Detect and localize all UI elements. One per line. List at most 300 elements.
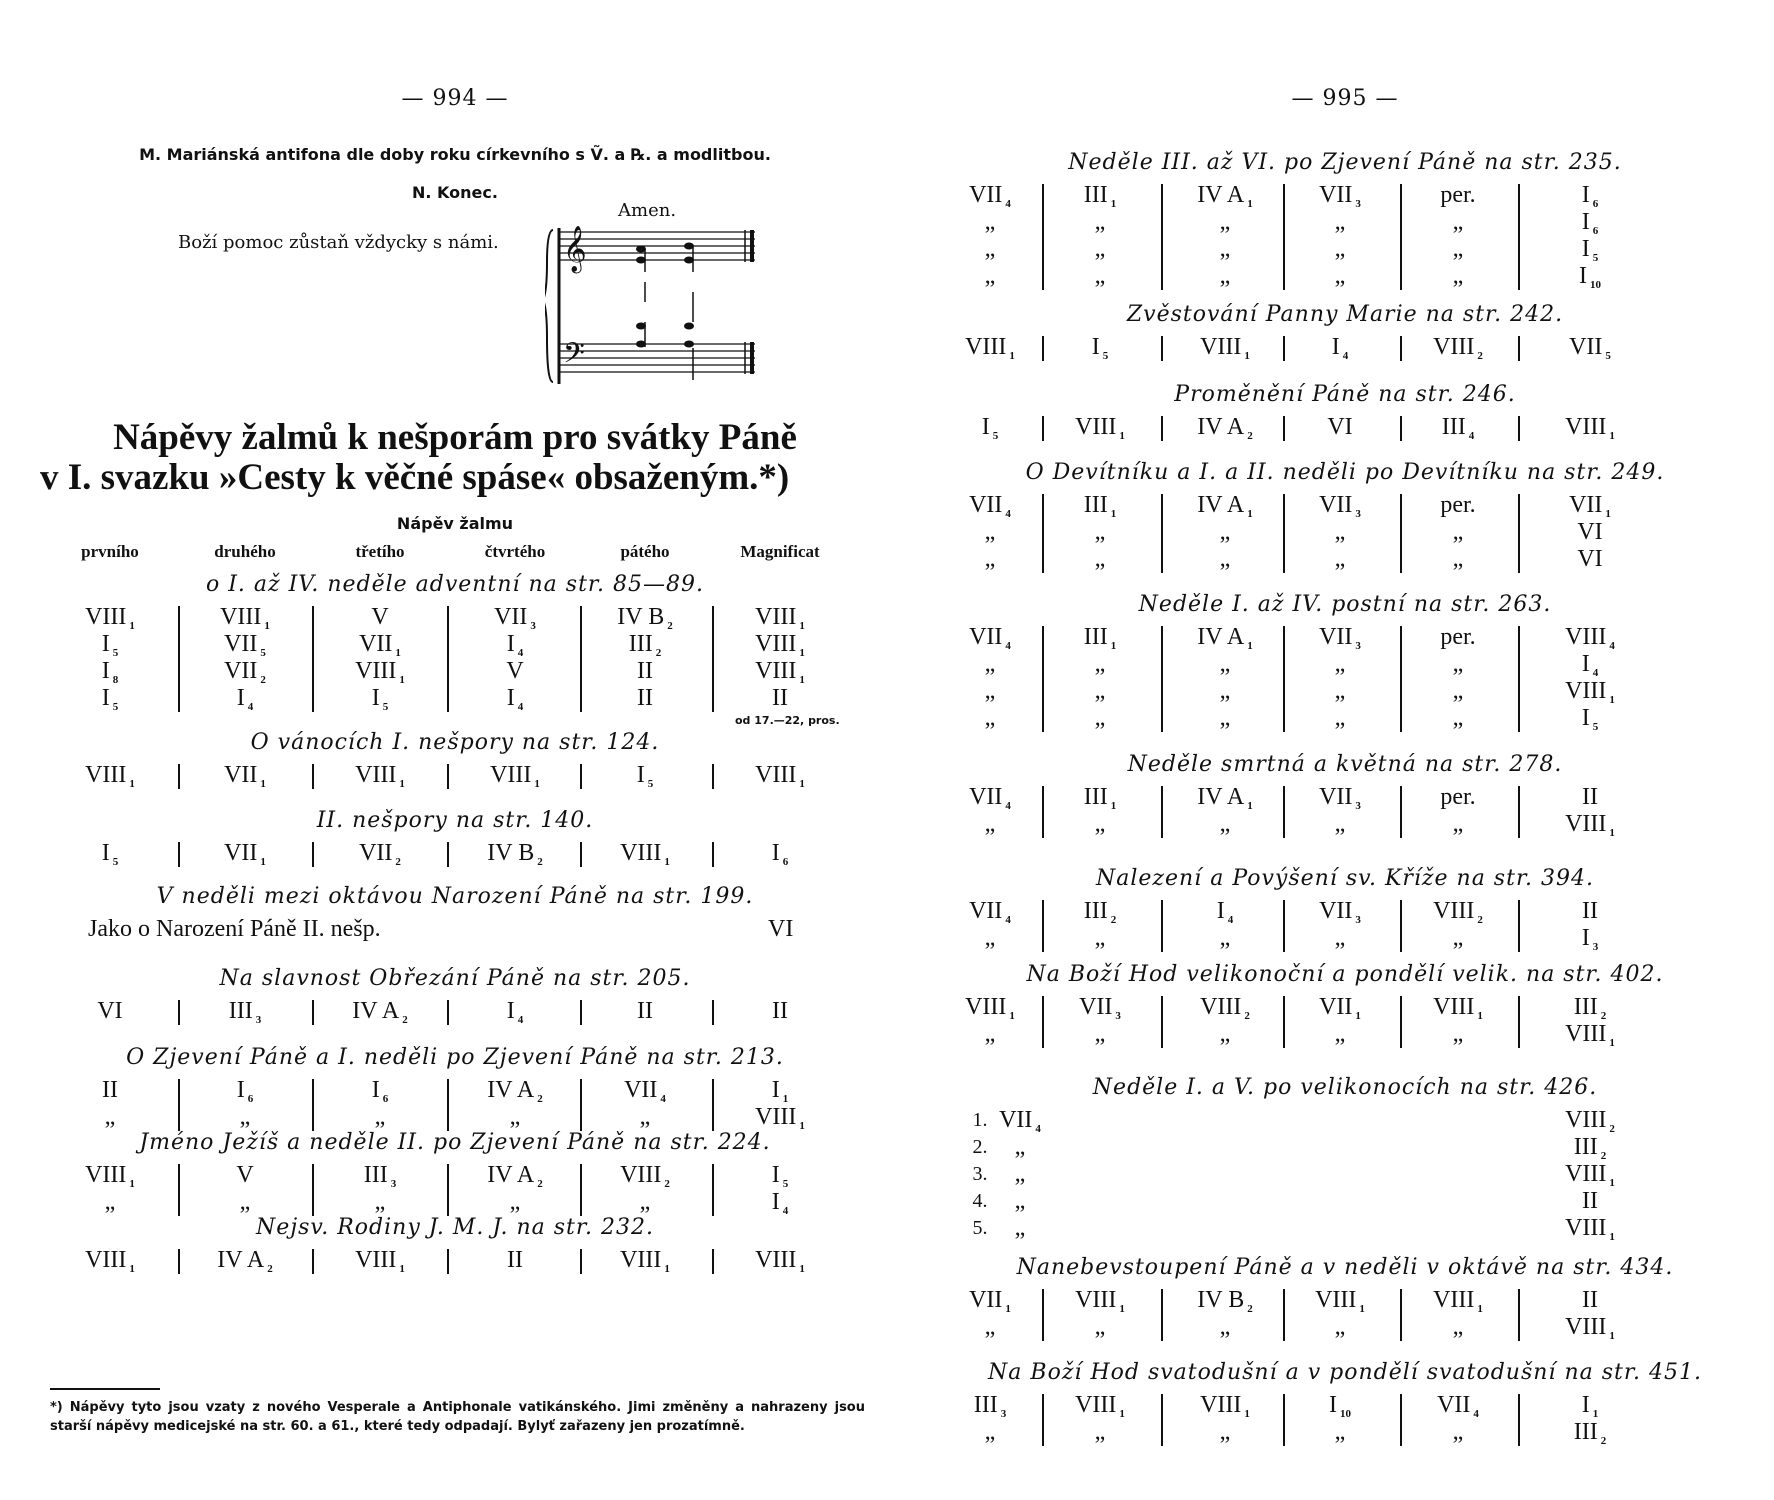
column-separator	[1283, 184, 1285, 290]
tone-ending: 4	[517, 701, 524, 713]
psalm-tone-cell	[1220, 209, 1231, 236]
tone-value: „	[1094, 209, 1106, 235]
amen-music-notation	[545, 222, 765, 392]
tone-value: „	[984, 519, 996, 545]
section-title: Neděle III. až VI. po Zjevení Páně na str. 235.	[1068, 150, 1622, 175]
tone-value: I	[236, 685, 245, 711]
section-title: o I. až IV. neděle adventní na str. 85—89.	[205, 572, 704, 597]
tone-ending: 2	[655, 647, 662, 659]
tone-ending: 1	[1244, 1408, 1250, 1420]
column-separator	[1042, 336, 1044, 361]
tone-value: „	[1219, 678, 1231, 704]
tone-value: I	[771, 1189, 780, 1215]
psalm-tone-cell	[224, 840, 266, 871]
tone-ending: 3	[1592, 941, 1599, 953]
tone-value: VII	[969, 624, 1003, 650]
tone-value: per.	[1440, 624, 1476, 650]
tone-value: VI	[1577, 546, 1603, 572]
tone-value: „	[1014, 1188, 1026, 1214]
tone-value: „	[1094, 263, 1106, 289]
table-row	[960, 1314, 1730, 1341]
tone-ending: 1	[395, 647, 401, 659]
table-row	[40, 658, 870, 685]
psalm-tone-cell	[985, 263, 996, 290]
tone-ending: 1	[129, 778, 135, 790]
tone-ending: 1	[799, 778, 805, 790]
section-note: od 17.—22, pros.	[735, 714, 840, 727]
tone-value: VIII	[1565, 811, 1607, 837]
column-separator	[178, 1000, 180, 1025]
table-row	[40, 762, 870, 789]
tone-ending: 1	[1110, 508, 1117, 520]
tone-value: II	[772, 685, 788, 711]
column-separator	[1400, 494, 1402, 573]
psalm-tone-cell	[1442, 414, 1474, 445]
column-separator	[312, 1079, 314, 1131]
list-number: 5.	[972, 1217, 988, 1239]
tone-ending: 4	[660, 1093, 666, 1105]
psalm-tone-cell	[1574, 1419, 1606, 1450]
table-row	[960, 414, 1730, 441]
psalm-tone-cell	[1015, 1215, 1026, 1242]
tone-ending: 2	[1247, 430, 1253, 442]
psalm-tone-cell	[1453, 651, 1464, 678]
tone-ending: 1	[1009, 350, 1015, 362]
tone-ending: 1	[1592, 1408, 1599, 1420]
psalm-tone-cell	[1582, 1287, 1598, 1314]
column-separator	[1042, 626, 1044, 732]
column-separator	[1518, 996, 1520, 1048]
tone-ending: 1	[1609, 1177, 1615, 1189]
section-title: O Zjevení Páně a I. neděli po Zjevení Páně na str. 213.	[126, 1045, 784, 1070]
tone-value: „	[1334, 209, 1346, 235]
psalm-tone-cell	[982, 414, 999, 445]
psalm-tone-cell	[1327, 414, 1352, 441]
tone-value: IV B	[1197, 1287, 1245, 1313]
tone-value: III	[628, 631, 653, 657]
column-separator	[447, 1000, 449, 1025]
column-separator	[580, 764, 582, 789]
tone-value: „	[1219, 811, 1231, 837]
psalm-tone-cell	[637, 762, 654, 793]
table-row	[960, 925, 1730, 952]
column-separator	[1161, 786, 1163, 838]
tone-ending: 5	[112, 856, 119, 868]
tone-value: IV A	[217, 1247, 265, 1273]
column-separator	[447, 606, 449, 712]
psalm-tone-cell	[1453, 811, 1464, 838]
psalm-tone-cell	[985, 1314, 996, 1341]
tone-value: „	[1334, 1314, 1346, 1340]
tone-value: „	[1452, 1314, 1464, 1340]
tone-value: VIII	[1200, 994, 1242, 1020]
column-separator	[1400, 996, 1402, 1048]
tone-value: IV B	[487, 840, 535, 866]
tone-value: VII	[494, 604, 528, 630]
psalm-tone-cell	[1092, 334, 1109, 365]
tone-value: „	[509, 1104, 521, 1130]
tone-ending: 1	[1244, 350, 1250, 362]
tone-ending: 1	[799, 647, 805, 659]
tone-ending: 4	[1005, 800, 1011, 812]
column-separator	[1518, 416, 1520, 441]
psalm-tone-cell	[236, 1162, 253, 1189]
tone-ending: 3	[1355, 800, 1361, 812]
psalm-tone-cell	[487, 840, 542, 871]
psalm-tone-cell	[102, 685, 119, 716]
tone-value: VII	[359, 840, 393, 866]
section-title: Nalezení a Povýšení sv. Kříže na str. 394.	[1095, 866, 1595, 891]
list-number: 1.	[972, 1109, 988, 1131]
tone-ending: 1	[1119, 1303, 1125, 1315]
psalm-tone-cell	[506, 658, 523, 685]
tone-ending: 5	[382, 701, 389, 713]
section-title: II. nešpory na str. 140.	[316, 808, 594, 833]
bozi-pomoc-text: Boží pomoc zůstaň vždycky s námi.	[178, 232, 499, 253]
tone-value: II	[102, 1077, 118, 1103]
table-row	[960, 705, 1730, 732]
table-row	[40, 631, 870, 658]
column-separator	[312, 606, 314, 712]
column-header: Magnificat	[740, 542, 820, 561]
heading-m: M. Mariánská antifona dle doby roku církevního s Ṽ. a ℞. a modlitbou.	[139, 145, 771, 164]
tone-ending: 3	[1355, 914, 1361, 926]
numbered-psalm-list	[960, 1107, 1730, 1242]
psalm-tone-cell	[1565, 1021, 1615, 1052]
tone-value: VIII	[755, 631, 797, 657]
tone-value: VIII	[1565, 1215, 1607, 1241]
table-row	[960, 898, 1730, 925]
table-row	[960, 784, 1730, 811]
psalm-tone-cell	[507, 685, 524, 716]
tone-ending: 1	[1119, 1408, 1125, 1420]
tone-value: I	[371, 685, 380, 711]
tone-ending: 1	[129, 1263, 135, 1275]
psalm-tone-cell	[1440, 784, 1475, 811]
table-row	[960, 182, 1730, 209]
column-separator	[1283, 996, 1285, 1048]
tone-value: „	[1219, 1314, 1231, 1340]
column-separator	[312, 764, 314, 789]
column-separator	[312, 1249, 314, 1274]
psalm-tone-cell	[1095, 546, 1106, 573]
tone-value: „	[1334, 263, 1346, 289]
psalm-tone-cell	[510, 1104, 521, 1131]
section-title: Neděle I. a V. po velikonocích na str. 426.	[1092, 1075, 1598, 1100]
tone-ending: 4	[1342, 350, 1349, 362]
tone-ending: 2	[1600, 1150, 1607, 1162]
tone-value: „	[1094, 651, 1106, 677]
tone-value: I	[1331, 334, 1340, 360]
tone-value: I	[506, 685, 515, 711]
tone-value: VII	[1319, 492, 1353, 518]
table-row	[960, 678, 1730, 705]
tone-value: „	[639, 1189, 651, 1215]
tone-value: „	[984, 811, 996, 837]
psalm-tone-table	[40, 998, 870, 1025]
tone-value: III	[1083, 898, 1108, 924]
tone-value: I	[1581, 705, 1590, 731]
tone-value: VII	[1319, 182, 1353, 208]
psalm-tone-cell	[1220, 811, 1231, 838]
psalm-tone-cell	[1220, 519, 1231, 546]
column-header: pátého	[620, 542, 670, 561]
tone-ending: 5	[782, 1178, 789, 1190]
tone-ending: 1	[399, 674, 405, 686]
tone-ending: 1	[1355, 1010, 1361, 1022]
tone-value: per.	[1440, 182, 1476, 208]
psalm-tone-cell	[1095, 651, 1106, 678]
amen-label: Amen.	[618, 200, 677, 221]
psalm-tone-cell	[352, 998, 407, 1029]
tone-value: VIII	[1433, 898, 1475, 924]
tone-value: „	[1452, 651, 1464, 677]
tone-ending: 4	[1005, 914, 1011, 926]
psalm-tone-cell	[102, 1077, 118, 1104]
tone-value: V	[236, 1162, 254, 1188]
tone-value: „	[239, 1104, 251, 1130]
tone-ending: 2	[260, 674, 266, 686]
tone-ending: 4	[1005, 640, 1011, 652]
psalm-tone-cell	[1582, 925, 1599, 956]
psalm-tone-cell	[637, 658, 653, 685]
psalm-tone-cell	[985, 705, 996, 732]
tone-value: „	[1094, 519, 1106, 545]
tone-ending: 1	[534, 778, 540, 790]
column-separator	[712, 1000, 714, 1025]
tone-value: VIII	[1565, 1314, 1607, 1340]
tone-ending: 3	[255, 1014, 262, 1026]
tone-value: „	[1334, 925, 1346, 951]
tone-ending: 1	[664, 1263, 670, 1275]
tone-value: „	[509, 1189, 521, 1215]
list-number: 2.	[972, 1136, 988, 1158]
tone-ending: 4	[1005, 508, 1011, 520]
tone-value: IV B	[617, 604, 665, 630]
psalm-tone-cell	[372, 685, 389, 716]
tone-value: I	[1091, 334, 1100, 360]
psalm-tone-cell	[1335, 1314, 1346, 1341]
tone-ending: 2	[395, 856, 401, 868]
column-separator	[447, 764, 449, 789]
psalm-tone-cell	[1335, 925, 1346, 952]
psalm-tone-cell	[97, 998, 122, 1025]
tone-value: VII	[1319, 784, 1353, 810]
tone-value: VII	[969, 182, 1003, 208]
psalm-tone-cell	[1200, 334, 1250, 365]
column-separator	[178, 1164, 180, 1216]
svg-text:𝄢: 𝄢	[563, 337, 585, 377]
psalm-tone-cell	[1220, 1314, 1231, 1341]
psalm-tone-cell	[1453, 209, 1464, 236]
column-separator	[1161, 336, 1163, 361]
section-plain-text: Jako o Narození Páně II. nešp.	[88, 916, 381, 942]
tone-ending: 1	[799, 620, 805, 632]
tone-ending: 1	[264, 620, 270, 632]
table-row	[960, 236, 1730, 263]
tone-value: „	[984, 1419, 996, 1445]
tone-value: VIII	[85, 1247, 127, 1273]
tone-value: VIII	[755, 1104, 797, 1130]
column-separator	[1283, 416, 1285, 441]
tone-ending: 1	[1359, 1303, 1365, 1315]
tone-value: „	[1452, 519, 1464, 545]
psalm-tone-cell	[1015, 1188, 1026, 1215]
psalm-tone-cell	[507, 998, 524, 1029]
column-separator	[178, 842, 180, 867]
tone-ending: 1	[1247, 640, 1253, 652]
tone-ending: 2	[537, 1093, 543, 1105]
list-item	[960, 1161, 1730, 1188]
psalm-tone-cell	[640, 1189, 651, 1216]
tone-value: „	[1452, 236, 1464, 262]
tone-value: „	[1219, 651, 1231, 677]
table-row	[960, 994, 1730, 1021]
section-title: Zvěstování Panny Marie na str. 242.	[1126, 302, 1564, 327]
tone-value: „	[1219, 236, 1231, 262]
list-number: 3.	[972, 1163, 988, 1185]
column-separator	[1518, 336, 1520, 361]
tone-value: „	[1094, 1419, 1106, 1445]
column-separator	[1161, 900, 1163, 952]
tone-value: VIII	[620, 1162, 662, 1188]
tone-value: VIII	[1315, 1287, 1357, 1313]
tone-value: VII	[969, 784, 1003, 810]
tone-value: IV A	[487, 1077, 535, 1103]
page-number-left: — 994 —	[401, 86, 509, 111]
tone-ending: 3	[1355, 640, 1361, 652]
column-separator	[1042, 416, 1044, 441]
column-separator	[712, 842, 714, 867]
column-separator	[447, 842, 449, 867]
psalm-tone-cell	[772, 840, 789, 871]
psalm-tone-cell	[985, 209, 996, 236]
tone-value: V	[371, 604, 389, 630]
column-separator	[1161, 494, 1163, 573]
table-row	[960, 1021, 1730, 1048]
psalm-tone-cell	[1335, 811, 1346, 838]
tone-value: I	[1581, 182, 1590, 208]
tone-value: VIII	[355, 658, 397, 684]
tone-value: I	[1581, 651, 1590, 677]
tone-value: VII	[359, 631, 393, 657]
tone-value: VIII	[1565, 414, 1607, 440]
tone-value: „	[984, 1021, 996, 1047]
psalm-tone-cell	[1335, 1021, 1346, 1048]
tone-ending: 6	[382, 1093, 389, 1105]
section-title: Neděle smrtná a květná na str. 278.	[1127, 752, 1563, 777]
psalm-tone-cell	[1095, 811, 1106, 838]
psalm-tone-cell	[507, 1247, 523, 1274]
tone-value: „	[1334, 811, 1346, 837]
psalm-tone-table	[960, 334, 1730, 361]
section-title: O Devítníku a I. a II. neděli po Devítníku na str. 249.	[1025, 460, 1665, 485]
tone-value: I	[1581, 209, 1590, 235]
tone-value: I	[1579, 263, 1587, 289]
tone-ending: 5	[647, 778, 654, 790]
tone-value: „	[1094, 678, 1106, 704]
psalm-tone-cell	[1335, 1419, 1346, 1446]
psalm-tone-cell	[490, 762, 540, 793]
psalm-tone-cell	[1220, 678, 1231, 705]
section-plain-value: VI	[768, 916, 794, 942]
psalm-tone-cell	[1577, 546, 1602, 573]
psalm-tone-cell	[1220, 546, 1231, 573]
psalm-tone-cell	[1220, 1419, 1231, 1446]
left-page	[40, 0, 870, 1500]
tone-ending: 10	[1340, 1408, 1351, 1420]
tone-ending: 3	[1000, 1408, 1007, 1420]
psalm-tone-cell	[637, 685, 653, 712]
tone-ending: 6	[1592, 198, 1599, 210]
tone-value: I	[771, 840, 780, 866]
psalm-tone-cell	[985, 519, 996, 546]
column-separator	[580, 842, 582, 867]
section-title: O vánocích I. nešpory na str. 124.	[250, 730, 660, 755]
tone-value: „	[1219, 519, 1231, 545]
tone-ending: 1	[260, 778, 266, 790]
tone-value: II	[1582, 1287, 1598, 1313]
psalm-tone-cell	[1565, 414, 1615, 445]
tone-value: VII	[969, 1287, 1003, 1313]
tone-value: VIII	[85, 762, 127, 788]
tone-value: VII	[224, 762, 258, 788]
psalm-tone-cell	[1335, 209, 1346, 236]
tone-ending: 6	[782, 856, 789, 868]
tone-value: VIII	[355, 762, 397, 788]
psalm-tone-cell	[985, 1021, 996, 1048]
psalm-tone-table	[40, 604, 870, 712]
table-row	[40, 604, 870, 631]
tone-value: „	[1094, 1021, 1106, 1047]
tone-value: VII	[1569, 492, 1603, 518]
psalm-tone-cell	[1453, 1021, 1464, 1048]
column-separator	[1161, 626, 1163, 732]
psalm-tone-cell	[355, 1247, 405, 1278]
section-title: Jméno Ježíš a neděle II. po Zjevení Páně na str. 224.	[139, 1130, 771, 1155]
psalm-tone-cell	[1453, 236, 1464, 263]
tone-value: VIII	[490, 762, 532, 788]
tone-ending: 1	[1477, 1303, 1483, 1315]
column-separator	[712, 1079, 714, 1131]
table-row	[40, 1077, 870, 1104]
column-separator	[312, 1000, 314, 1025]
column-separator	[712, 1249, 714, 1274]
tone-value: VIII	[1565, 678, 1607, 704]
tone-value: „	[1219, 925, 1231, 951]
psalm-tone-table	[960, 414, 1730, 441]
psalm-tone-cell	[1095, 925, 1106, 952]
tone-value: „	[1452, 811, 1464, 837]
psalm-tone-table	[40, 840, 870, 867]
psalm-tone-cell	[640, 1104, 651, 1131]
table-row	[960, 1392, 1730, 1419]
table-row	[40, 1247, 870, 1274]
psalm-tone-cell	[1095, 1419, 1106, 1446]
tone-ending: 5	[260, 647, 266, 659]
tone-ending: 1	[1609, 1330, 1615, 1342]
tone-value: III	[1573, 994, 1598, 1020]
list-item	[960, 1215, 1730, 1242]
tone-ending: 1	[399, 1263, 405, 1275]
tone-value: I	[1581, 236, 1590, 262]
table-row	[960, 519, 1730, 546]
column-separator	[1400, 1289, 1402, 1341]
tone-ending: 1	[1605, 508, 1611, 520]
tone-value: „	[1219, 1419, 1231, 1445]
tone-value: VIII	[355, 1247, 397, 1273]
psalm-tone-table	[960, 784, 1730, 838]
